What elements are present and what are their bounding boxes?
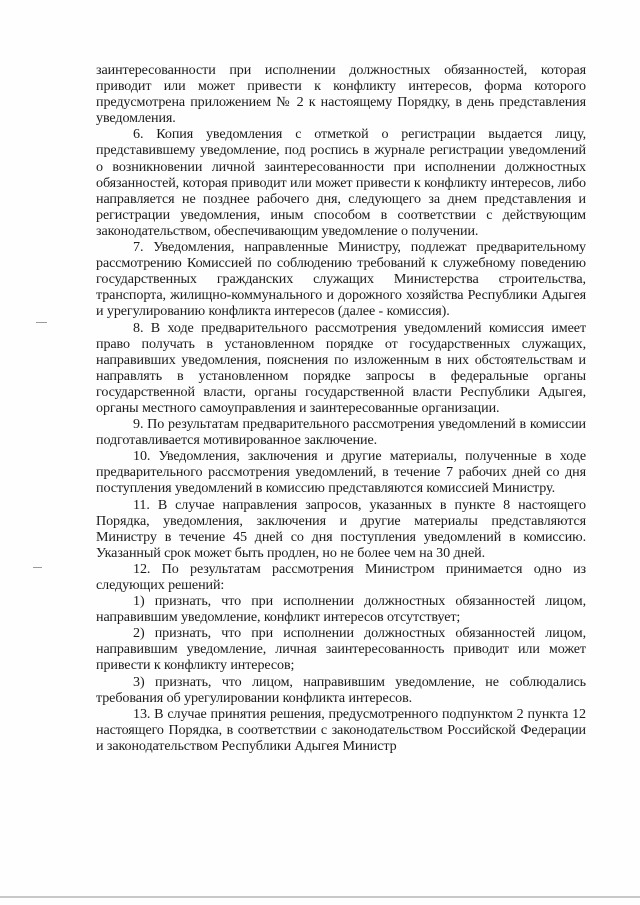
paragraph-10: 10. Уведомления, заключения и другие материалы, полученные в ходе предварительного рассмотрения уведомлений, в течение 7 рабочих дней со дня поступления уведомлений в комиссию представляются комиссией Министру. xyxy=(96,448,586,497)
margin-mark xyxy=(36,322,47,323)
margin-mark xyxy=(33,567,42,568)
paragraph-11: 11. В случае направления запросов, указанных в пункте 8 настоящего Порядка, уведомления, заключения и другие материалы представляются Министру в течение 45 дней со дня поступления уведомлений в комиссию. Указанный срок может быть продлен, но не более чем на 30 дней. xyxy=(96,496,586,561)
paragraph-continuation: заинтересованности при исполнении должностных обязанностей, которая приводит или может привести к конфликту интересов, форма которого предусмотрена приложением № 2 к настоящему Порядку, в день представления уведомления. xyxy=(96,62,586,127)
paragraph-12: 12. По результатам рассмотрения Министром принимается одно из следующих решений: xyxy=(96,560,586,593)
paragraph-12-option-3: 3) признать, что лицом, направившим уведомление, не соблюдались требования об урегулировании конфликта интересов. xyxy=(96,673,586,706)
paragraph-6: 6. Копия уведомления с отметкой о регистрации выдается лицу, представившему уведомление, под роспись в журнале регистрации уведомлений о возникновении личной заинтересованности при исполнении должностных обязанностей, которая приводит или может привести к конфликту интересов, либо направляется не позднее рабочего дня, следующего за днем представления и регистрации уведомления, иным способом в соответствии с действующим законодательством, обеспечивающим уведомление о получении. xyxy=(96,126,586,239)
paragraph-7: 7. Уведомления, направленные Министру, подлежат предварительному рассмотрению Комиссией по соблюдению требований к служебному поведению государственных гражданских служащих Министерства строительства, транспорта, жилищно-коммунального и дорожного хозяйства Республики Адыгея и урегулированию конфликта интересов (далее - комиссия). xyxy=(96,239,586,320)
document-body xyxy=(96,62,586,754)
bottom-edge-rule xyxy=(0,896,640,898)
paragraph-8: 8. В ходе предварительного рассмотрения уведомлений комиссия имеет право получать в установленном порядке от государственных служащих, направивших уведомления, пояснения по изложенным в них обстоятельствам и направлять в установленном порядке запросы в федеральные органы государственной власти, органы государственной власти Республики Адыгея, органы местного самоуправления и заинтересованные организации. xyxy=(96,319,586,416)
paragraph-9: 9. По результатам предварительного рассмотрения уведомлений в комиссии подготавливается мотивированное заключение. xyxy=(96,416,586,449)
paragraph-12-option-1: 1) признать, что при исполнении должностных обязанностей лицом, направившим уведомление, конфликт интересов отсутствует; xyxy=(96,593,586,626)
paragraph-12-option-2: 2) признать, что при исполнении должностных обязанностей лицом, направившим уведомление, личная заинтересованность приводит или может привести к конфликту интересов; xyxy=(96,625,586,674)
paragraph-13: 13. В случае принятия решения, предусмотренного подпунктом 2 пункта 12 настоящего Порядка, в соответствии с законодательством Российской Федерации и законодательством Республики Адыгея Министр xyxy=(96,705,586,754)
